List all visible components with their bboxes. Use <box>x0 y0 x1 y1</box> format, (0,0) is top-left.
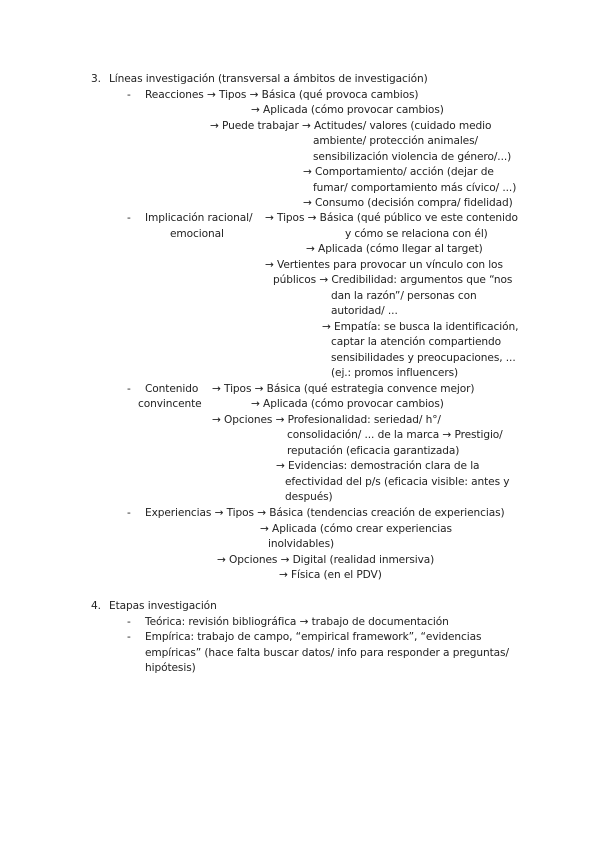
reacciones-line: → Aplicada (cómo provocar cambios) <box>251 104 444 116</box>
bullet-dash: - <box>127 383 131 395</box>
bullet-dash: - <box>127 89 131 101</box>
bullet-dash: - <box>127 631 131 643</box>
contenido-line: después) <box>285 491 333 503</box>
bullet-dash: - <box>127 507 131 519</box>
implicacion-line: → Tipos → Básica (qué público ve este contenido <box>265 212 518 224</box>
implicacion-line: (ej.: promos influencers) <box>331 367 459 379</box>
contenido-label: convincente <box>138 398 202 410</box>
section-4-number: 4. <box>91 600 101 612</box>
experiencias-line: → Física (en el PDV) <box>279 569 382 581</box>
contenido-line: → Aplicada (cómo provocar cambios) <box>251 398 444 410</box>
implicacion-line: → Vertientes para provocar un vínculo con los <box>265 259 503 271</box>
contenido-line: efectividad del p/s (eficacia visible: antes y <box>285 476 510 488</box>
contenido-line: → Tipos → Básica (qué estrategia convence mejor) <box>212 383 475 395</box>
implicacion-line: autoridad/ ... <box>331 305 398 317</box>
bullet-dash: - <box>127 212 131 224</box>
implicacion-line: → Empatía: se busca la identificación, <box>322 321 519 333</box>
section-3-heading: Líneas investigación (transversal a ámbitos de investigación) <box>109 73 428 85</box>
empirica-line: Empírica: trabajo de campo, “empirical framework”, “evidencias <box>145 631 482 643</box>
reacciones-line: ambiente/ protección animales/ <box>313 135 478 147</box>
implicacion-line: públicos → Credibilidad: argumentos que “nos <box>273 274 513 286</box>
reacciones-line: fumar/ comportamiento más cívico/ ...) <box>313 182 517 194</box>
contenido-line: reputación (eficacia garantizada) <box>287 445 460 457</box>
implicacion-line: sensibilidades y preocupaciones, ... <box>331 352 516 364</box>
implicacion-label: emocional <box>170 228 224 240</box>
reacciones-line: → Puede trabajar → Actitudes/ valores (cuidado medio <box>210 120 492 132</box>
experiencias-line: → Aplicada (cómo crear experiencias <box>260 523 452 535</box>
section-3-number: 3. <box>91 73 101 85</box>
experiencias-line: Experiencias → Tipos → Básica (tendencias creación de experiencias) <box>145 507 505 519</box>
experiencias-line: → Opciones → Digital (realidad inmersiva) <box>217 554 435 566</box>
contenido-line: consolidación/ ... de la marca → Prestigio/ <box>287 429 503 441</box>
bullet-dash: - <box>127 616 131 628</box>
contenido-line: → Evidencias: demostración clara de la <box>276 460 480 472</box>
experiencias-line: inolvidables) <box>268 538 335 550</box>
implicacion-line: → Aplicada (cómo llegar al target) <box>306 243 483 255</box>
empirica-line: empíricas” (hace falta buscar datos/ info para responder a preguntas/ <box>145 647 509 659</box>
contenido-label: Contenido <box>145 383 199 395</box>
section-4-heading: Etapas investigación <box>109 600 217 612</box>
contenido-line: → Opciones → Profesionalidad: seriedad/ h°/ <box>212 414 441 426</box>
reacciones-line: → Comportamiento/ acción (dejar de <box>303 166 494 178</box>
implicacion-line: y cómo se relaciona con él) <box>345 228 488 240</box>
teorica-line: Teórica: revisión bibliográfica → trabajo de documentación <box>145 616 449 628</box>
reacciones-line: Reacciones → Tipos → Básica (qué provoca cambios) <box>145 89 419 101</box>
reacciones-line: → Consumo (decisión compra/ fidelidad) <box>303 197 513 209</box>
implicacion-label: Implicación racional/ <box>145 212 253 224</box>
reacciones-line: sensibilización violencia de género/...) <box>313 151 512 163</box>
implicacion-line: dan la razón”/ personas con <box>331 290 477 302</box>
implicacion-line: captar la atención compartiendo <box>331 336 502 348</box>
empirica-line: hipótesis) <box>145 662 196 674</box>
